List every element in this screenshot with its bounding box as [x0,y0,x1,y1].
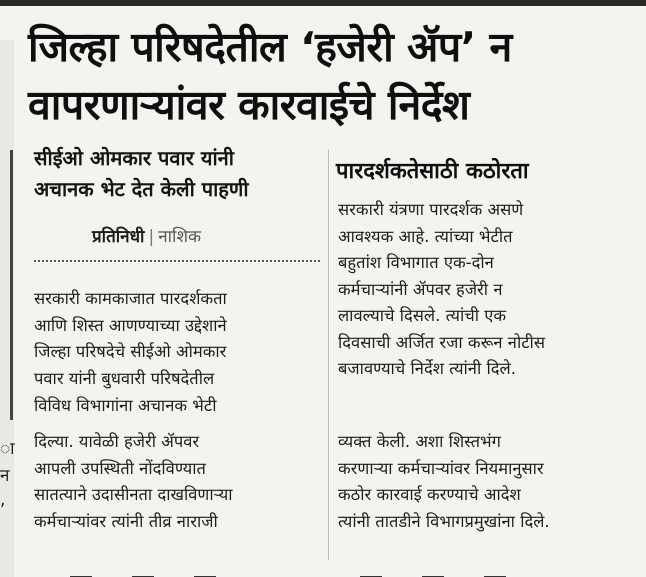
body-line: सरकारी कामकाजात पारदर्शकता [34,289,227,308]
adjacent-text-fragment: , [0,490,6,510]
byline-separator: | [148,227,155,247]
body-line: आवश्यक आहे. त्यांच्या भेटीत [338,226,513,246]
article-body-left [34,286,318,420]
body-line: कर्मचाऱ्यांनी ॲपवर हजेरी न [338,279,503,299]
headline-line-1: जिल्हा परिषदेतील ‘हजेरी ॲप’ न [28,23,512,71]
headline-line-2: वापरणाऱ्यांवर कारवाईचे निर्देश [28,81,470,129]
article-body-left-continued [34,429,233,536]
adjacent-text-fragment: न [0,466,10,486]
article-body-right-continued [338,429,550,536]
body-line: करणाऱ्या कर्मचाऱ्यांवर नियमानुसार [338,458,544,478]
subheadline-line-1: सीईओ ओमकार पवार यांनी [34,146,234,170]
body-line: आपली उपस्थिती नोंदविण्यात [34,458,206,478]
article-body-right [338,197,545,383]
column-divider [328,150,329,560]
body-line: सरकारी यंत्रणा पारदर्शक असणे [338,200,524,219]
body-line: दिवसाची अर्जित रजा करून नोटीस [338,332,545,352]
body-line: कठोर कारवाई करण्याचे आदेश [338,485,521,505]
body-line: जिल्हा परिषदेचे सीईओ ओमकार [34,342,227,362]
reporter-label: प्रतिनिधी [92,227,145,247]
body-line: आणि शिस्त आणण्याच्या उद्देशाने [34,315,227,335]
section-heading: पारदर्शकतेसाठी कठोरता [336,159,529,184]
body-line: व्यक्त केली. अशा शिस्तभंग [338,432,501,451]
adjacent-column-rule [10,150,13,420]
cut-off-next-line [360,566,546,577]
cut-off-next-line [70,566,256,577]
dotted-divider [34,260,320,262]
body-line: लावल्याचे दिसले. त्यांची एक [338,306,507,325]
body-line: त्यांनी तातडीने विभागप्रमुखांना दिले. [338,512,550,532]
dateline-place: नाशिक [158,227,202,247]
body-line: दिल्या. यावेळी हजेरी ॲपवर [34,432,200,451]
body-line: पवार यांनी बुधवारी परिषदेतील [34,369,215,389]
body-line: विविध विभागांना अचानक भेटी [34,395,217,415]
body-line: सातत्याने उदासीनता दाखविणाऱ्या [34,485,233,505]
byline [92,224,201,247]
top-border [0,0,646,6]
body-line: बहुतांश विभागात एक-दोन [338,253,494,272]
body-line: कर्मचाऱ्यांवर त्यांनी तीव्र नाराजी [34,512,218,532]
body-line: बजावण्याचे निर्देश त्यांनी दिले. [338,359,516,378]
subheadline-line-2: अचानक भेट देत केली पाहणी [34,177,249,201]
adjacent-text-fragment: ा [0,439,15,459]
